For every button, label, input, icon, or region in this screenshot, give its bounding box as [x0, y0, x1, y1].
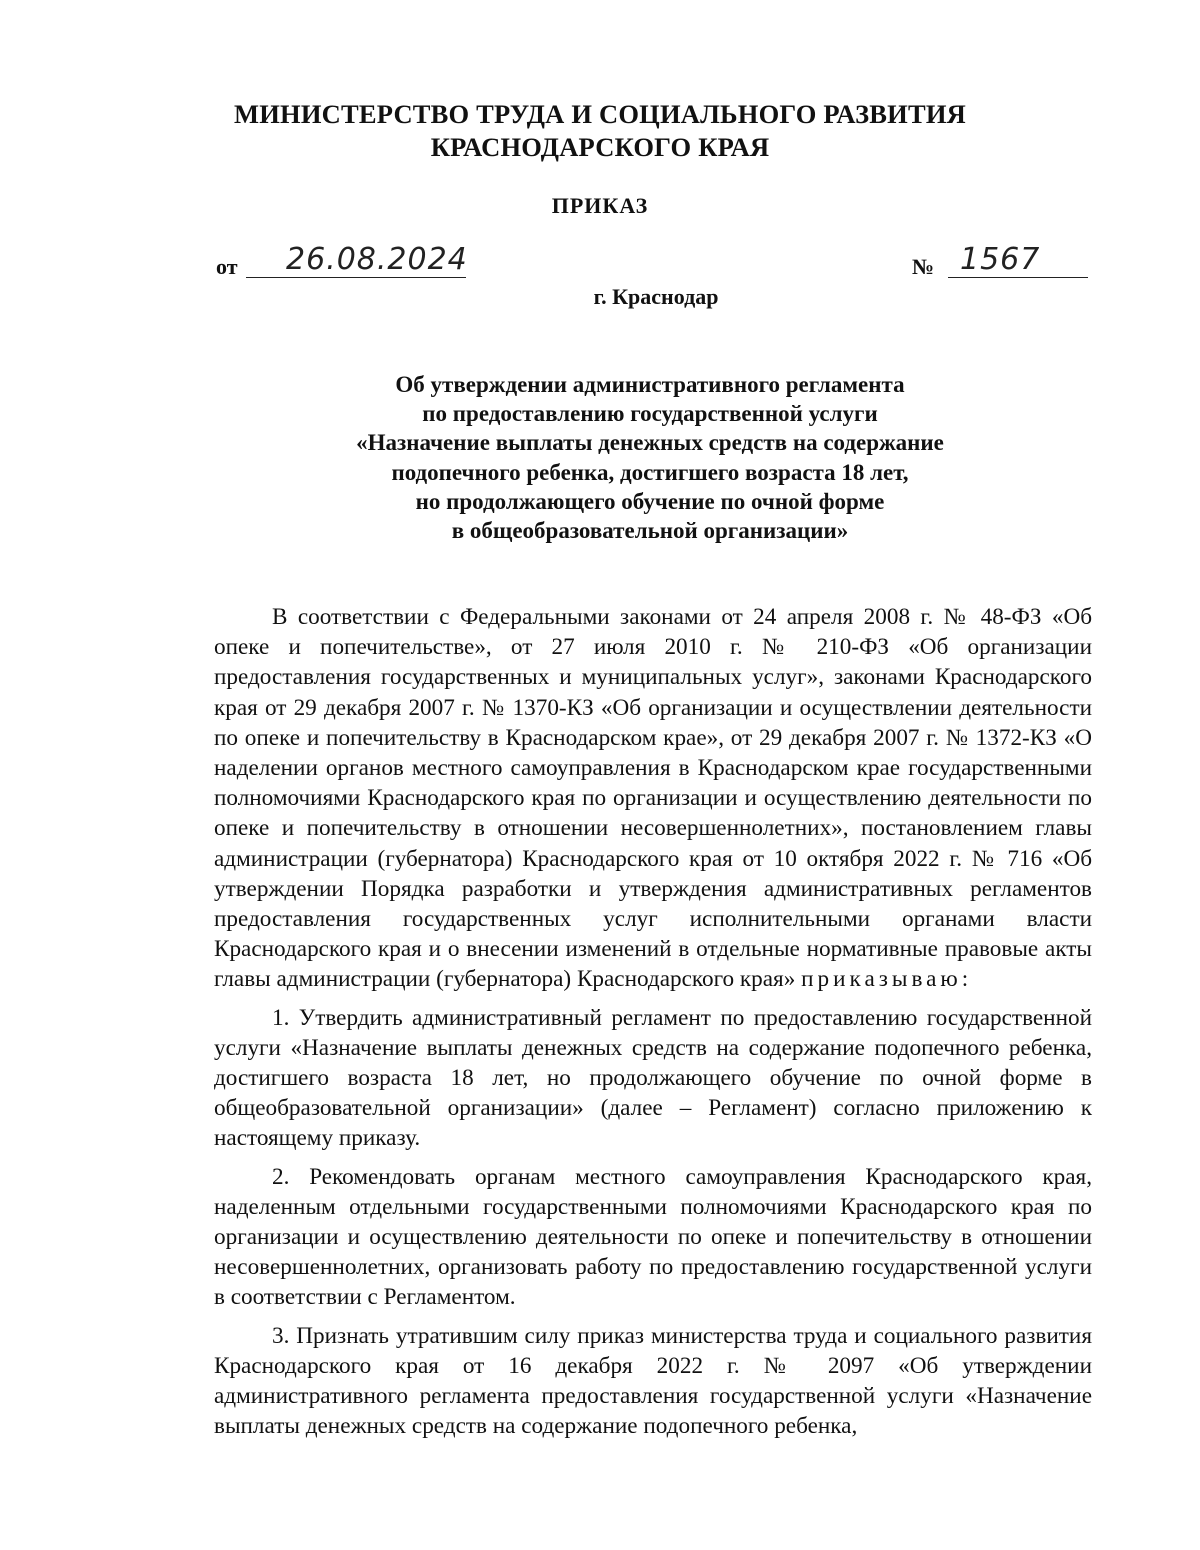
subject-line: Об утверждении административного регламента [395, 372, 905, 397]
item-2: 2. Рекомендовать органам местного самоуправления Краснодарского края, наделенным отдельными государственными полномочиями Краснодарского края по организации и осуществлению деятельности по опеке и попечительству в отношении несовершеннолетних, организовать работу по предоставлению государственной услуги в соответствии с Регламентом. [214, 1163, 1092, 1311]
doc-type-title: ПРИКАЗ [551, 193, 649, 218]
subject-line: подопечного ребенка, достигшего возраста 18 лет, [391, 459, 909, 485]
preamble-paragraph [214, 602, 1092, 995]
number-field [912, 244, 1088, 284]
number-prefix: № [912, 254, 935, 279]
subject-line: в общеобразовательной организации» [451, 518, 849, 544]
date-prefix: от [216, 254, 238, 279]
item-3: 3. Признать утратившим силу приказ министерства труда и социального развития Краснодарского края от 16 декабря 2022 г. № 2097 «Об утверждении административного регламента предоставления государственной услуги «Назначение выплаты денежных средств на содержание подопечного ребенка, [214, 1322, 1092, 1440]
number-handwritten: 1567 [960, 242, 1041, 277]
date-handwritten: 26.08.2024 [286, 242, 468, 277]
date-field [216, 244, 466, 284]
document-body [214, 602, 1092, 1449]
subject-line: по предоставлению государственной услуги [422, 401, 878, 427]
ministry-line-2: КРАСНОДАРСКОГО КРАЯ [430, 132, 770, 162]
ministry-header [0, 98, 1200, 164]
item-1: 1. Утвердить административный регламент по предоставлению государственной услуги «Назначение выплаты денежных средств на содержание подопечного ребенка, достигшего возраста 18 лет, но продолжающего обучение по очной форме в общеобразовательной организации» (далее – Регламент) согласно приложению к настоящему приказу. [214, 1004, 1092, 1152]
number-underline [948, 277, 1088, 278]
city: г. Краснодар [593, 284, 719, 309]
subject-line: но продолжающего обучение по очной форме [415, 488, 885, 514]
ministry-line-1: МИНИСТЕРСТВО ТРУДА И СОЦИАЛЬНОГО РАЗВИТИЯ [234, 99, 966, 129]
subject-title [0, 370, 1200, 545]
subject-line: «Назначение выплаты денежных средств на содержание [356, 430, 944, 456]
order-word: приказываю: [801, 966, 973, 993]
preamble-text: В соответствии с Федеральными законами от 24 апреля 2008 г. № 48-ФЗ «Об опеке и попечительстве», от 27 июля 2010 г. № 210-ФЗ «Об организации предоставления государственных и муниципальных услуг», законами Краснодарского края от 29 декабря 2007 г. № 1370-КЗ «Об организации и осуществлении деятельности по опеке и попечительству в Краснодарском крае», от 29 декабря 2007 г. № 1372-КЗ «О наделении органов местного самоуправления в Краснодарском крае государственными полномочиями Краснодарского края по организации и осуществлению деятельности по опеке и попечительству в отношении несовершеннолетних», постановлением главы администрации (губернатора) Краснодарского края от 10 октября 2022 г. № 716 «Об утверждении Порядка разработки и утверждения административных регламентов предоставления государственных услуг исполнительными органами власти Краснодарского края и о внесении изменений в отдельные нормативные правовые акты главы администрации (губернатора) Краснодарского края» [214, 604, 1092, 993]
date-underline [246, 277, 466, 278]
